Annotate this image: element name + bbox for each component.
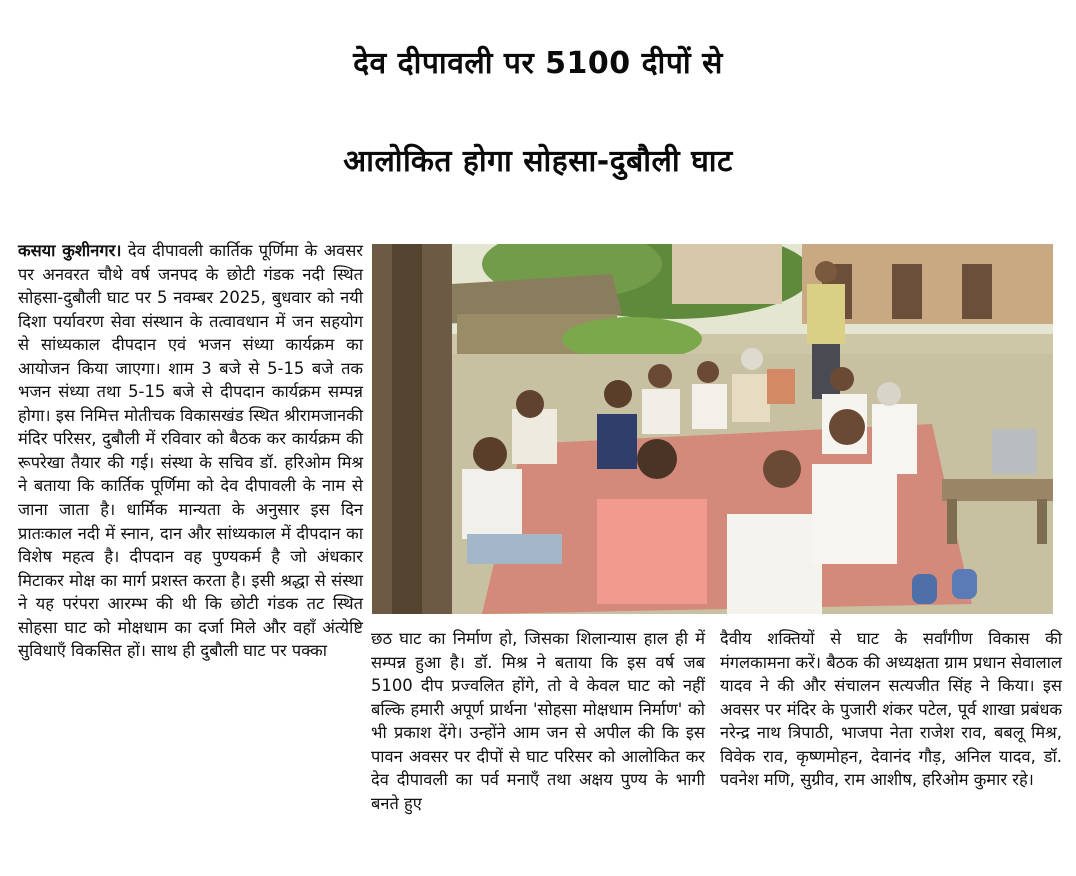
- meeting-photo-icon: [372, 244, 1053, 614]
- column-1-text: देव दीपावली कार्तिक पूर्णिमा के अवसर पर अनवरत चौथे वर्ष जनपद के छोटी गंडक नदी स्थित सोहसा-दुबौली घाट पर 5 नवम्बर 2025, बुधवार को नयी दिशा पर्यावरण सेवा संस्थान के तत्वावधान में जन सहयोग से सांध्यकाल दीपदान एवं भजन संध्या कार्यक्रम का आयोजन किया जाएगा। शाम 3 बजे से 5-15 बजे तक भजन संध्या तथा 5-15 बजे से दीपदान कार्यक्रम सम्पन्न होगा। इस निमित्त मोतीचक विकासखंड स्थित श्रीरामजानकी मंदिर परिसर, दुबौली में रविवार को बैठक कर कार्यक्रम की रूपरेखा तैयार की गई। संस्था के सचिव डॉ. हरिओम मिश्र ने बताया कि कार्तिक पूर्णिमा को देव दीपावली के नाम से जाना जाता है। धार्मिक मान्यता के अनुसार इस दिन प्रातःकाल नदी में स्नान, दान और सांध्यकाल में दीपदान का विशेष महत्व है। दीपदान वह पुण्यकर्म है जो अंधकार मिटाकर मोक्ष का मार्ग प्रशस्त करता है। इसी श्रद्धा से संस्था ने यह परंपरा आरम्भ की थी कि छोटी गंडक तट स्थित सोहसा घाट को मोक्षधाम का दर्जा मिले और वहाँ अंत्येष्टि सुविधाएँ विकसित हों। साथ ही दुबौली घाट पर पक्का: [18, 241, 363, 661]
- column-2-text: छठ घाट का निर्माण हो, जिसका शिलान्यास हाल ही में सम्पन्न हुआ है। डॉ. मिश्र ने बताया कि इस वर्ष जब 5100 दीप प्रज्वलित होंगे, तो वे केवल घाट को नहीं बल्कि हमारी अपूर्ण प्रार्थना 'सोहसा मोक्षधाम निर्माण' को भी प्रकाश देंगे। उन्होंने आम जन से अपील की कि इस पावन अवसर पर दीपों से घाट परिसर को आलोकित कर देव दीपावली का पर्व मनाएँ तथा अक्षय पुण्य के भागी बनते हुए: [371, 629, 705, 813]
- article-column-2: [371, 627, 705, 815]
- headline-line-2: आलोकित होगा सोहसा-दुबौली घाट: [343, 144, 733, 179]
- column-3-text: दैवीय शक्तियों से घाट के सर्वांगीण विकास की मंगलकामना करें। बैठक की अध्यक्षता ग्राम प्रधान सेवालाल यादव ने की और संचालन सत्यजीत सिंह ने किया। इस अवसर पर मंदिर के पुजारी शंकर पटेल, पूर्व शाखा प्रबंधक नरेन्द्र नाथ त्रिपाठी, भाजपा नेता राजेश राव, बबलू मिश्र, विवेक राव, कृष्णमोहन, देवानंद गौड़, अनिल यादव, डॉ. पवनेश मणि, सुग्रीव, राम आशीष, हरिओम कुमार रहे।: [720, 629, 1062, 790]
- meeting-photo: [372, 244, 1053, 614]
- article-column-3: [720, 627, 1062, 792]
- article-column-1: [18, 239, 363, 663]
- headline-line-1: देव दीपावली पर 5100 दीपों से: [353, 46, 723, 81]
- dateline: कसया कुशीनगर।: [18, 241, 122, 260]
